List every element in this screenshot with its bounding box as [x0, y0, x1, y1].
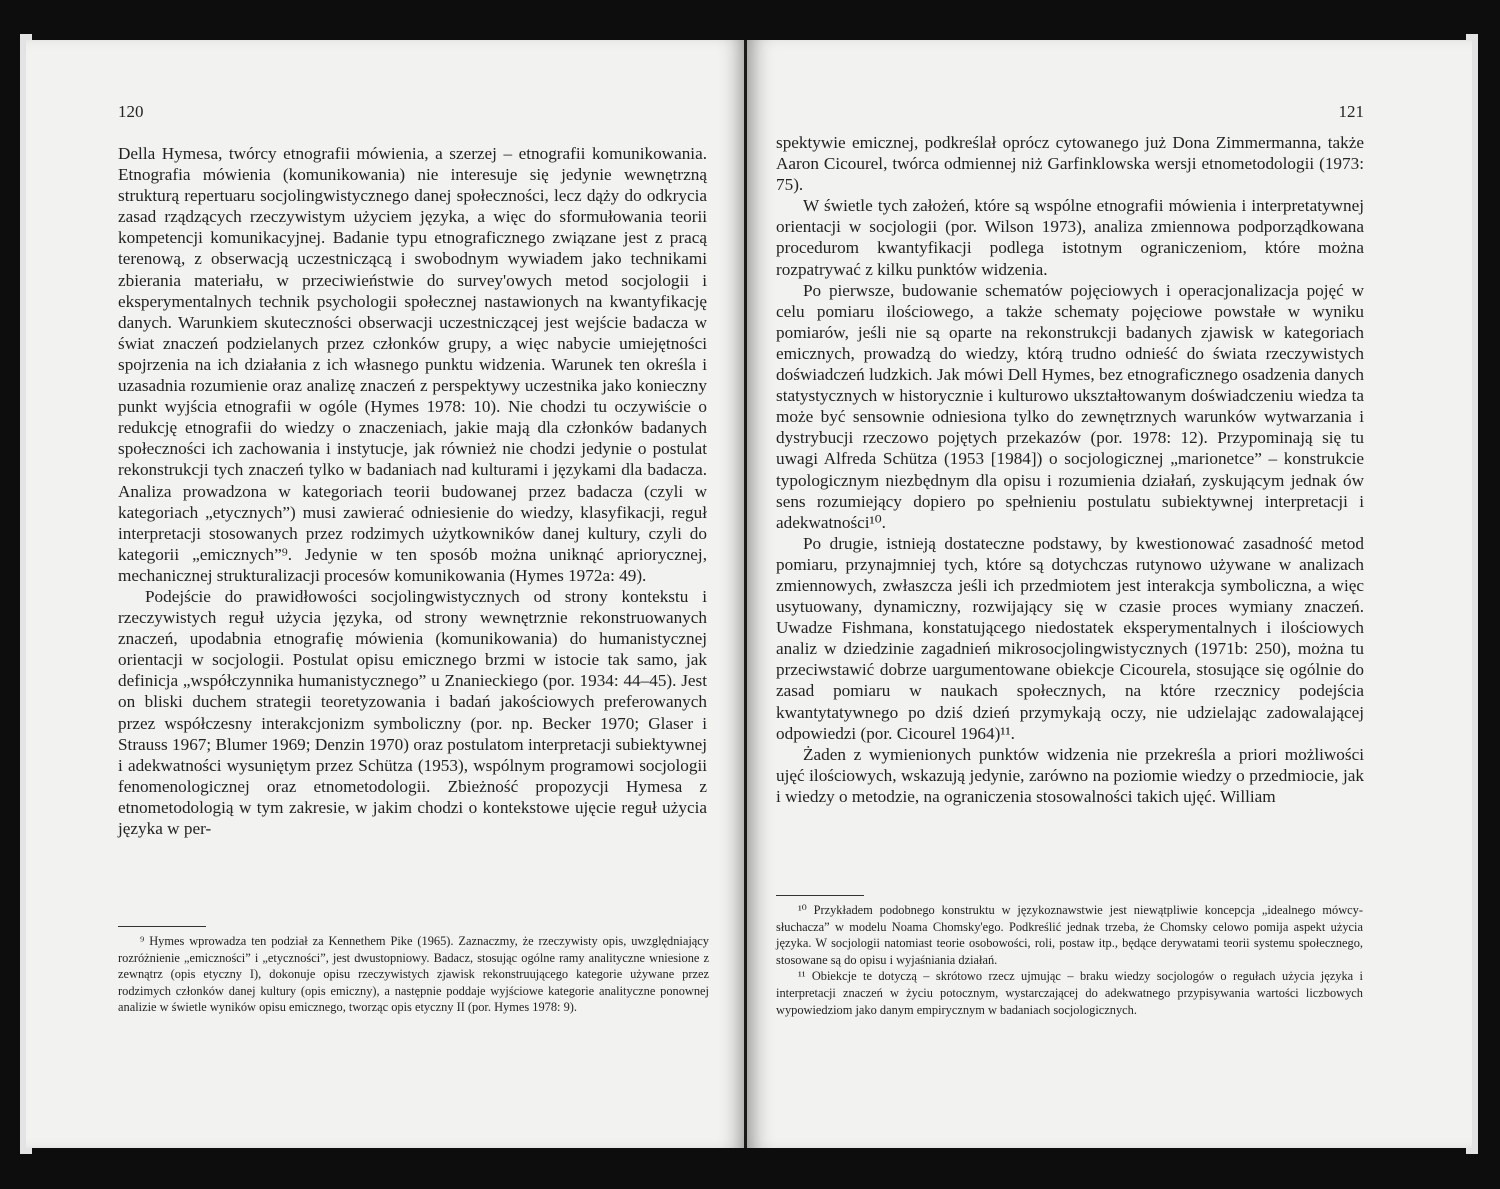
main-text	[118, 143, 707, 839]
main-text	[776, 132, 1364, 807]
paragraph: spektywie emicznej, podkreślał oprócz cytowanego już Dona Zimmermanna, także Aaron Cicourel, twórca odmiennej niż Garfinklowska wersji etnometodologii (1973: 75).	[776, 133, 1364, 195]
right-page	[747, 40, 1472, 1148]
footnote: ¹⁰ Przykładem podobnego konstruktu w językoznawstwie jest niewątpliwie koncepcja „idealnego mówcy-słuchacza” w modelu Noama Chomsky'ego. Podkreślić jednak trzeba, że Chomsky celowo pomija aspekt użycia języka. W socjologii natomiast teorie osobowości, roli, postaw itp., będące derywatami teorii systemu społecznego, stosowane są do opisu i wyjaśniania działań.	[776, 903, 1363, 967]
page-number: 121	[1338, 102, 1364, 121]
paragraph: W świetle tych założeń, które są wspólne etnografii mówienia i interpretatywnej orientacji w socjologii (por. Wilson 1973), analiza zmiennowa podporządkowana procedurom kwantyfikacji podlega istotnym ograniczeniom, które można rozpatrywać z kilku punktów widzenia.	[776, 196, 1364, 279]
paragraph: Po drugie, istnieją dostateczne podstawy, by kwestionować zasadność metod pomiaru, przynajmniej tych, które są dotychczas rutynowo używane w analizach zmiennowych, zwłaszcza jeśli ich przedmiotem jest interakcja symboliczna, a więc usytuowany, dynamiczny, rozwijający się w czasie proces wymiany znaczeń. Uwadze Fishmana, konstatującego niedostatek eksperymentalnych i ilościowych analiz w dziedzinie zagadnień mikrosocjolingwistycznych (1971b: 250), można tu przeciwstawić dobrze uargumentowane obiekcje Cicourela, stosujące się ogólnie do zasad pomiaru w naukach społecznych, na które rzecznicy podejścia kwantytatywnego po dziś dzień przymykają oczy, nie udzielając zadowalającej odpowiedzi (por. Cicourel 1964)¹¹.	[776, 533, 1364, 743]
footnote: ⁹ Hymes wprowadza ten podział za Kennethem Pike (1965). Zaznaczmy, że rzeczywisty opis, uwzględniający rozróżnienie „emiczności” i „etyczności”, jest dwustopniowy. Badacz, stosując ogólne ramy analityczne wniesione z zewnątrz (opis etyczny I), dokonuje opisu rzeczywistych zjawisk rekonstruującego kategorie używane przez rodzimych członków danej kultury (opis emiczny), a następnie poddaje wyjściowe kategorie analityczne ponownej analizie w świetle wyników opisu emicznego, tworząc opis etyczny II (por. Hymes 1978: 9).	[118, 934, 709, 1015]
footnote: ¹¹ Obiekcje te dotyczą – skrótowo rzecz ujmując – braku wiedzy socjologów o regułach użycia języka i interpretacji znaczeń w życiu potocznym, wystarczającej do adekwatnego przypisywania wartości liczbowych wypowiedziom jako danym empirycznym w badaniach socjologicznych.	[776, 969, 1363, 1017]
footnotes	[776, 895, 1363, 1018]
page-number: 120	[118, 102, 144, 121]
footnote-rule	[118, 926, 206, 927]
paragraph: Po pierwsze, budowanie schematów pojęciowych i operacjonalizacja pojęć w celu pomiaru ilościowego, a także schematy pojęciowe powstałe w wyniku pomiarów, jeśli nie są oparte na rekonstrukcji badanych zjawisk w kategoriach emicznych, prowadzą do wiedzy, którą trudno odnieść do świata rzeczywistych doświadczeń ludzkich. Jak mówi Dell Hymes, bez etnograficznego osadzenia danych statystycznych w historycznie i kulturowo ukształtowanym doświadczeniu wiedza ta może być sensownie odniesiona tylko do zewnętrznych warunków wytwarzania i dystrybucji rzeczowo pojętych przekazów (por. 1978: 12). Przypominają się tu uwagi Alfreda Schütza (1953 [1984]) o socjologicznej „marionetce” – konstrukcie typologicznym niezbędnym dla opisu i rozumienia działań, zyskującym jednak ów sens rozumiejący dopiero po spełnieniu postulatu subiektywnej interpretacji i adekwatności¹⁰.	[776, 280, 1364, 532]
footnotes	[118, 926, 709, 1016]
left-page	[26, 40, 746, 1148]
paragraph: Żaden z wymienionych punktów widzenia nie przekreśla a priori możliwości ujęć ilościowych, wskazują jedynie, zarówno na poziomie wiedzy o przedmiocie, jak i wiedzy o metodzie, na ograniczenia stosowalności takich ujęć. William	[776, 744, 1364, 806]
paragraph: Podejście do prawidłowości socjolingwistycznych od strony kontekstu i rzeczywistych reguł użycia języka, od strony wewnętrznie rekonstruowanych znaczeń, upodabnia etnografię mówienia (komunikowania) do humanistycznej orientacji w socjologii. Postulat opisu emicznego brzmi w istocie tak samo, jak definicja „współczynnika humanistycznego” u Znanieckiego (por. 1934: 44–45). Jest on bliski duchem strategii teoretyzowania i badań jakościowych preferowanych przez współczesny interakcjonizm symboliczny (por. np. Becker 1970; Glaser i Strauss 1967; Blumer 1969; Denzin 1970) oraz postulatom interpretacji subiektywnej i adekwatności wysuniętym przez Schütza (1953), wspólnym programowi socjologii fenomenologicznej oraz etnometodologii. Zbieżność propozycji Hymesa z etnometodologią w tym zakresie, w jakim chodzi o kontekstowe ujęcie reguł użycia języka w per-	[118, 586, 707, 838]
paragraph: Della Hymesa, twórcy etnografii mówienia, a szerzej – etnografii komunikowania. Etnografia mówienia (komunikowania) nie interesuje się jedynie wewnętrzną strukturą repertuaru socjolingwistycznego danej społeczności, lecz dąży do odkrycia zasad rządzących rzeczywistym użyciem języka, a więc do sformułowania teorii kompetencji komunikacyjnej. Badanie typu etnograficznego związane jest z pracą terenową, z obserwacją uczestniczącą i swobodnym wywiadem jako technikami zbierania materiału, w przeciwieństwie do survey'owych metod socjologii i eksperymentalnych technik psychologii społecznej nastawionych na kwantyfikację danych. Warunkiem skuteczności obserwacji uczestniczącej jest wejście badacza w świat znaczeń podzielanych przez członków grupy, a więc nabycie umiejętności spojrzenia na ich działania z ich własnego punktu widzenia. Warunek ten określa i uzasadnia rozumienie oraz analizę znaczeń z perspektywy uczestnika jako konieczny punkt wyjścia etnografii w ogóle (Hymes 1978: 10). Nie chodzi tu oczywiście o redukcję etnografii do wiedzy o znaczeniach, jakie mają dla członków badanych społeczności ich zachowania i instytucje, jak również nie chodzi jedynie o postulat rekonstrukcji tych znaczeń tylko w badaniach nad kulturami i językami dla badacza. Analiza prowadzona w kategoriach teorii budowanej przez badacza (czyli w kategoriach „etycznych”) musi zawierać odniesienie do wiedzy, klasyfikacji, reguł interpretacji stosowanych przez rodzimych użytkowników danej kultury, czyli do kategorii „emicznych”⁹. Jedynie w ten sposób można uniknąć apriorycznej, mechanicznej strukturalizacji procesów komunikowania (Hymes 1972a: 49).	[118, 144, 707, 585]
footnote-rule	[776, 895, 864, 896]
